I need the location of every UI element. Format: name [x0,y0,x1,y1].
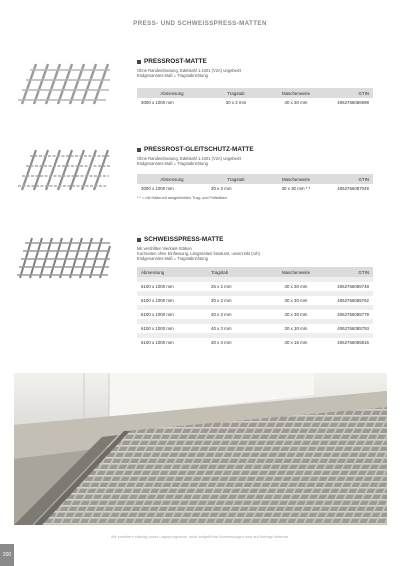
section-title: SCHWEISSPRESS-MATTE [144,236,224,243]
footer-caption: Wir erweitern ständig unser Lagerprogramm, nicht aufgeführte Abmessungen sind auf Anfrage lieferbar. [110,534,290,539]
footnote: * * = mit Halbrund ausgeklinkten Trag- und Füllstäben [137,196,228,200]
section-anti-slip-grating [137,146,373,200]
bullet-square-icon [137,60,141,64]
welded-grating-image [14,234,112,282]
section-description: Ohne Randeinfassung, Edelstahl 1.4301 (V2A) ungebeizt Endgenanntes Maß = Tragstabrichtung [137,156,242,166]
table-header-row: Abmessung Tragstab Maschenweite GTIN [137,174,373,184]
press-grating-image [14,60,112,108]
section-description: Mit verdrillten Vierkant-Stäben Kurzseiten ohne Einfassung, Längsseiten besäumt, unverzinkt (roh) Endgenanntes Maß = Tragstabrichtung [137,246,260,261]
spec-table [137,267,373,347]
bullet-square-icon [137,148,141,152]
table-row: 3000 x 1000 mm 30 x 3 mm 30 x 30 mm * * 4062766087049 [141,186,369,191]
page-header: PRESS- UND SCHWEISSPRESS-MATTEN [133,20,267,27]
section-welded-grating [137,236,373,347]
section-title: PRESSROST-MATTE [144,58,207,65]
anti-slip-grating-image [14,146,112,194]
spec-table [137,88,373,107]
table-row: 6100 x 1000 mm 30 x 3 mm 30 x 15 mm 4062766085816 [141,340,369,345]
table-header-row: Abmessung Tragstab Maschenweite GTIN [137,267,373,277]
page-number: 200 [0,544,14,566]
spec-table [137,174,373,193]
bullet-square-icon [137,238,141,242]
table-row: 6100 x 1000 mm 25 x 2 mm 30 x 30 mm 4062766085748 [141,284,369,289]
table-header-row: Abmessung Tragstab Maschenweite GTIN [137,88,373,98]
table-row: 6100 x 1000 mm 40 x 3 mm 30 x 30 mm 4062766085793 [141,326,369,331]
table-row: 6100 x 1000 mm 30 x 3 mm 30 x 30 mm 4062766085779 [141,312,369,317]
section-title: PRESSROST-GLEITSCHUTZ-MATTE [144,146,254,153]
section-press-grating [137,58,373,107]
table-row: 6100 x 1000 mm 30 x 2 mm 30 x 30 mm 4062766085762 [141,298,369,303]
section-description: Ohne Randeinfassung, Edelstahl 1.4301 (V2A) ungebeizt Endgenanntes Maß = Tragstabrichtung [137,68,242,78]
table-row: 3000 x 1000 mm 30 x 2 mm 30 x 30 mm 4062766086998 [141,100,369,105]
installed-grating-photo [14,373,387,525]
